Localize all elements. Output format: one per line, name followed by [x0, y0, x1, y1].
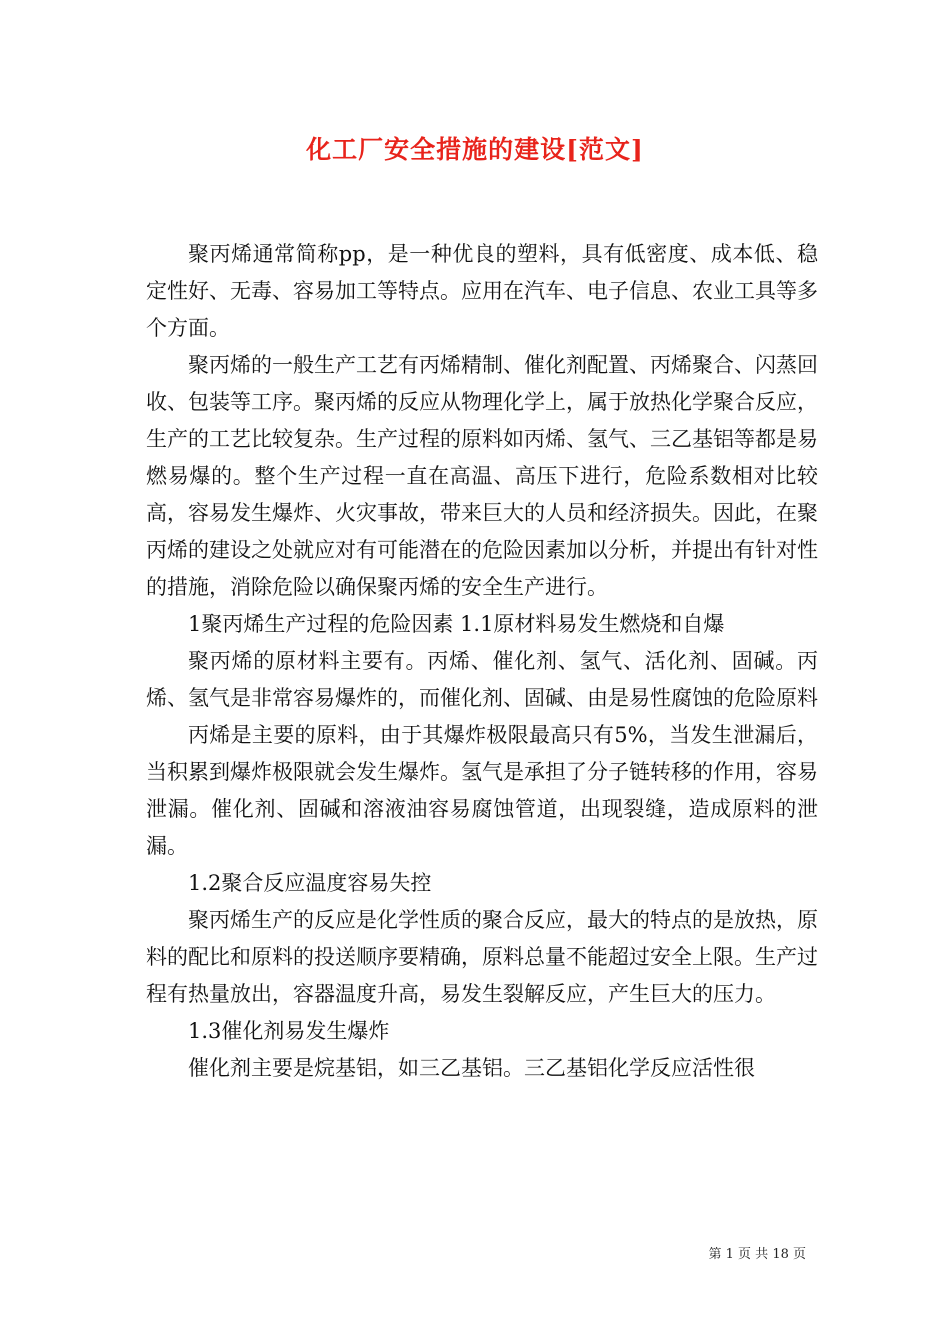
paragraph-raw-materials: 聚丙烯的原材料主要有。丙烯、催化剂、氢气、活化剂、固碱。丙烯、氢气是非常容易爆炸的，而催化剂、固碱、由是易性腐蚀的危险原料 — [146, 649, 818, 710]
paragraph-intro: 聚丙烯通常简称pp，是一种优良的塑料，具有低密度、成本低、稳定性好、无毒、容易加工等特点。应用在汽车、电子信息、农业工具等多个方面。 — [146, 242, 818, 340]
paragraph-reaction: 聚丙烯生产的反应是化学性质的聚合反应，最大的特点的是放热，原料的配比和原料的投送顺序要精确，原料总量不能超过安全上限。生产过程有热量放出，容器温度升高，易发生裂解反应，产生巨大的压力。 — [146, 908, 818, 1006]
paragraph-process: 聚丙烯的一般生产工艺有丙烯精制、催化剂配置、丙烯聚合、闪蒸回收、包装等工序。聚丙烯的反应从物理化学上，属于放热化学聚合反应，生产的工艺比较复杂。生产过程的原料如丙烯、氢气、三乙基铝等都是易燃易爆的。整个生产过程一直在高温、高压下进行，危险系数相对比较高，容易发生爆炸、火灾事故，带来巨大的人员和经济损失。因此，在聚丙烯的建设之处就应对有可能潜在的危险因素加以分析，并提出有针对性的措施，消除危险以确保聚丙烯的安全生产进行。 — [146, 353, 818, 599]
section-heading-1: 1聚丙烯生产过程的危险因素 1.1原材料易发生燃烧和自爆 — [188, 612, 725, 636]
page-number-footer: 第 1 页 共 18 页 — [708, 1247, 806, 1262]
document-title: 化工厂安全措施的建设[范文] — [306, 135, 644, 164]
section-heading-1-2: 1.2聚合反应温度容易失控 — [188, 871, 432, 895]
paragraph-catalyst: 催化剂主要是烷基铝，如三乙基铝。三乙基铝化学反应活性很 — [188, 1056, 755, 1080]
paragraph-propylene: 丙烯是主要的原料，由于其爆炸极限最高只有5%，当发生泄漏后，当积累到爆炸极限就会发生爆炸。氢气是承担了分子链转移的作用，容易泄漏。催化剂、固碱和溶液油容易腐蚀管道，出现裂缝，造成原料的泄漏。 — [146, 723, 818, 858]
section-heading-1-3: 1.3催化剂易发生爆炸 — [188, 1019, 390, 1043]
document-body — [146, 236, 818, 1087]
